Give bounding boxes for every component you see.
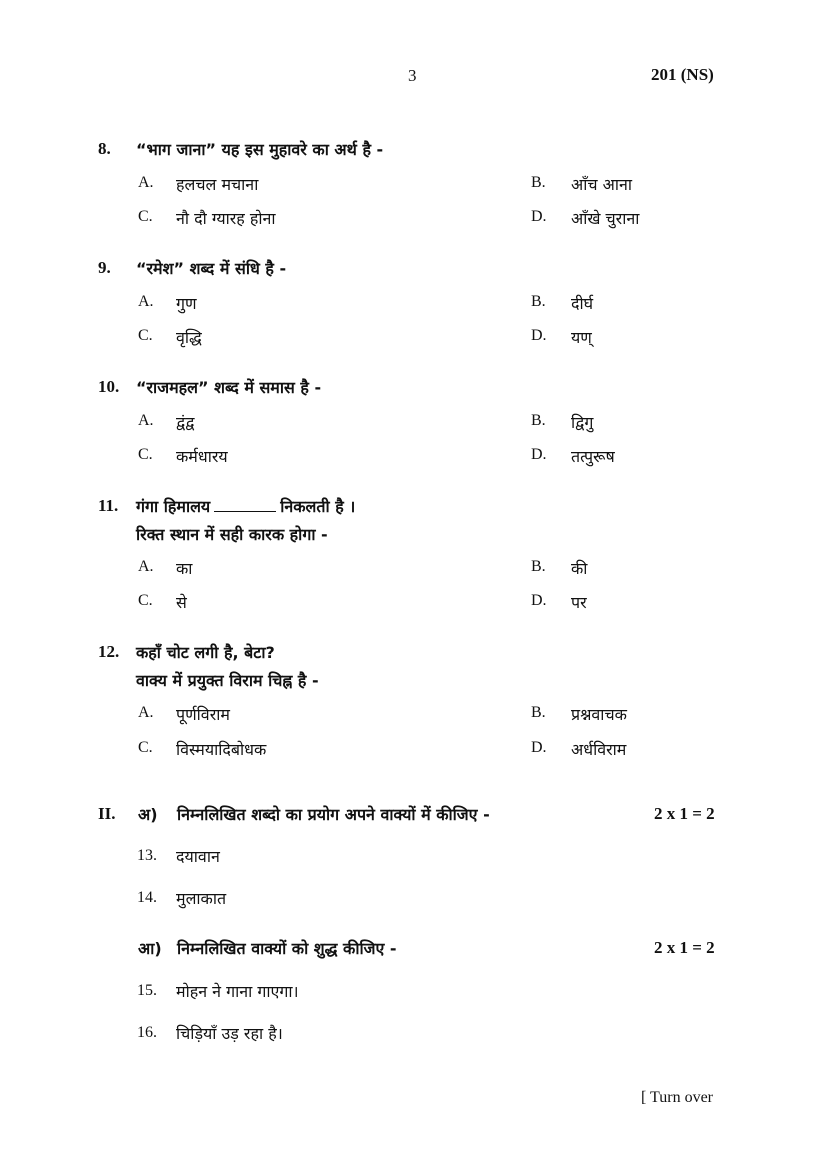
- option-letter-a: A.: [138, 704, 154, 721]
- question-number: 8.: [98, 139, 111, 158]
- option-text-c: विस्मयादिबोधक: [176, 740, 267, 759]
- option-text-b: की: [571, 559, 588, 578]
- option-text-b: आँच आना: [571, 175, 632, 194]
- part-b-instruction: निम्नलिखित वाक्यों को शुद्ध कीजिए -: [177, 939, 397, 958]
- option-text-c: कर्मधारय: [176, 447, 228, 466]
- question-text-line-1: [136, 495, 355, 517]
- option-text-a: का: [176, 559, 193, 578]
- question-text: “रमेश” शब्द में संधि है -: [136, 259, 287, 278]
- item-number: 14.: [137, 889, 157, 906]
- option-letter-a: A.: [138, 558, 154, 575]
- option-letter-d: D.: [531, 208, 547, 225]
- option-letter-c: C.: [138, 739, 153, 756]
- item-text: मोहन ने गाना गाएगा।: [176, 982, 299, 1001]
- option-text-d: अर्धविराम: [571, 740, 627, 759]
- option-letter-d: D.: [531, 739, 547, 756]
- option-letter-a: A.: [138, 412, 154, 429]
- option-text-b: प्रश्नवाचक: [571, 705, 627, 724]
- option-letter-b: B.: [531, 412, 546, 429]
- option-letter-d: D.: [531, 592, 547, 609]
- paper-code: 201 (NS): [651, 65, 714, 84]
- item-text: मुलाकात: [176, 889, 227, 908]
- option-text-c: नौ दौ ग्यारह होना: [176, 209, 276, 228]
- option-text-d: तत्पुरूष: [571, 447, 615, 466]
- option-letter-b: B.: [531, 704, 546, 721]
- option-text-d: पर: [571, 593, 587, 612]
- option-letter-c: C.: [138, 208, 153, 225]
- option-letter-c: C.: [138, 327, 153, 344]
- question-number: 11.: [98, 496, 119, 515]
- option-text-d: आँखे चुराना: [571, 209, 640, 228]
- option-letter-d: D.: [531, 446, 547, 463]
- option-letter-b: B.: [531, 293, 546, 310]
- option-text-a: गुण: [176, 294, 197, 313]
- option-letter-d: D.: [531, 327, 547, 344]
- item-number: 15.: [137, 982, 157, 999]
- option-text-d: यण्: [571, 328, 592, 347]
- part-a-instruction: निम्नलिखित शब्दो का प्रयोग अपने वाक्यों में कीजिए -: [177, 805, 490, 824]
- option-text-c: से: [176, 593, 187, 612]
- question-text: “भाग जाना” यह इस मुहावरे का अर्थ है -: [136, 140, 384, 159]
- option-text-a: द्वंद्व: [176, 413, 195, 432]
- option-letter-a: A.: [138, 174, 154, 191]
- option-text-b: द्विगु: [571, 413, 594, 432]
- question-text: “राजमहल” शब्द में समास है -: [136, 378, 322, 397]
- item-number: 13.: [137, 847, 157, 864]
- option-text-c: वृद्धि: [176, 328, 202, 347]
- turn-over-note: [ Turn over: [641, 1089, 714, 1106]
- page-number: 3: [408, 66, 417, 85]
- part-b-label: आ): [138, 939, 162, 958]
- option-letter-c: C.: [138, 446, 153, 463]
- item-text: दयावान: [176, 847, 220, 866]
- part-b-marks: 2 x 1 = 2: [654, 938, 715, 957]
- question-number: 10.: [98, 377, 120, 396]
- option-letter-c: C.: [138, 592, 153, 609]
- question-number: 9.: [98, 258, 111, 277]
- option-letter-b: B.: [531, 558, 546, 575]
- question-text-part-1: गंगा हिमालय: [136, 497, 211, 516]
- question-number: 12.: [98, 642, 120, 661]
- item-text: चिड़ियाँ उड़ रहा है।: [176, 1024, 283, 1043]
- option-letter-a: A.: [138, 293, 154, 310]
- question-text-line-2: वाक्य में प्रयुक्त विराम चिह्न है -: [136, 671, 319, 690]
- item-number: 16.: [137, 1024, 157, 1041]
- question-text-line-1: कहाँ चोट लगी है, बेटा?: [136, 643, 275, 662]
- option-text-a: हलचल मचाना: [176, 175, 259, 194]
- section-roman-numeral: II.: [98, 804, 116, 823]
- part-a-label: अ): [138, 805, 158, 824]
- option-letter-b: B.: [531, 174, 546, 191]
- option-text-b: दीर्घ: [571, 294, 594, 313]
- part-a-marks: 2 x 1 = 2: [654, 804, 715, 823]
- fill-in-blank: [214, 497, 276, 512]
- question-text-line-2: रिक्त स्थान में सही कारक होगा -: [136, 525, 328, 544]
- question-text-part-2: निकलती है ।: [280, 497, 356, 516]
- option-text-a: पूर्णविराम: [176, 705, 230, 724]
